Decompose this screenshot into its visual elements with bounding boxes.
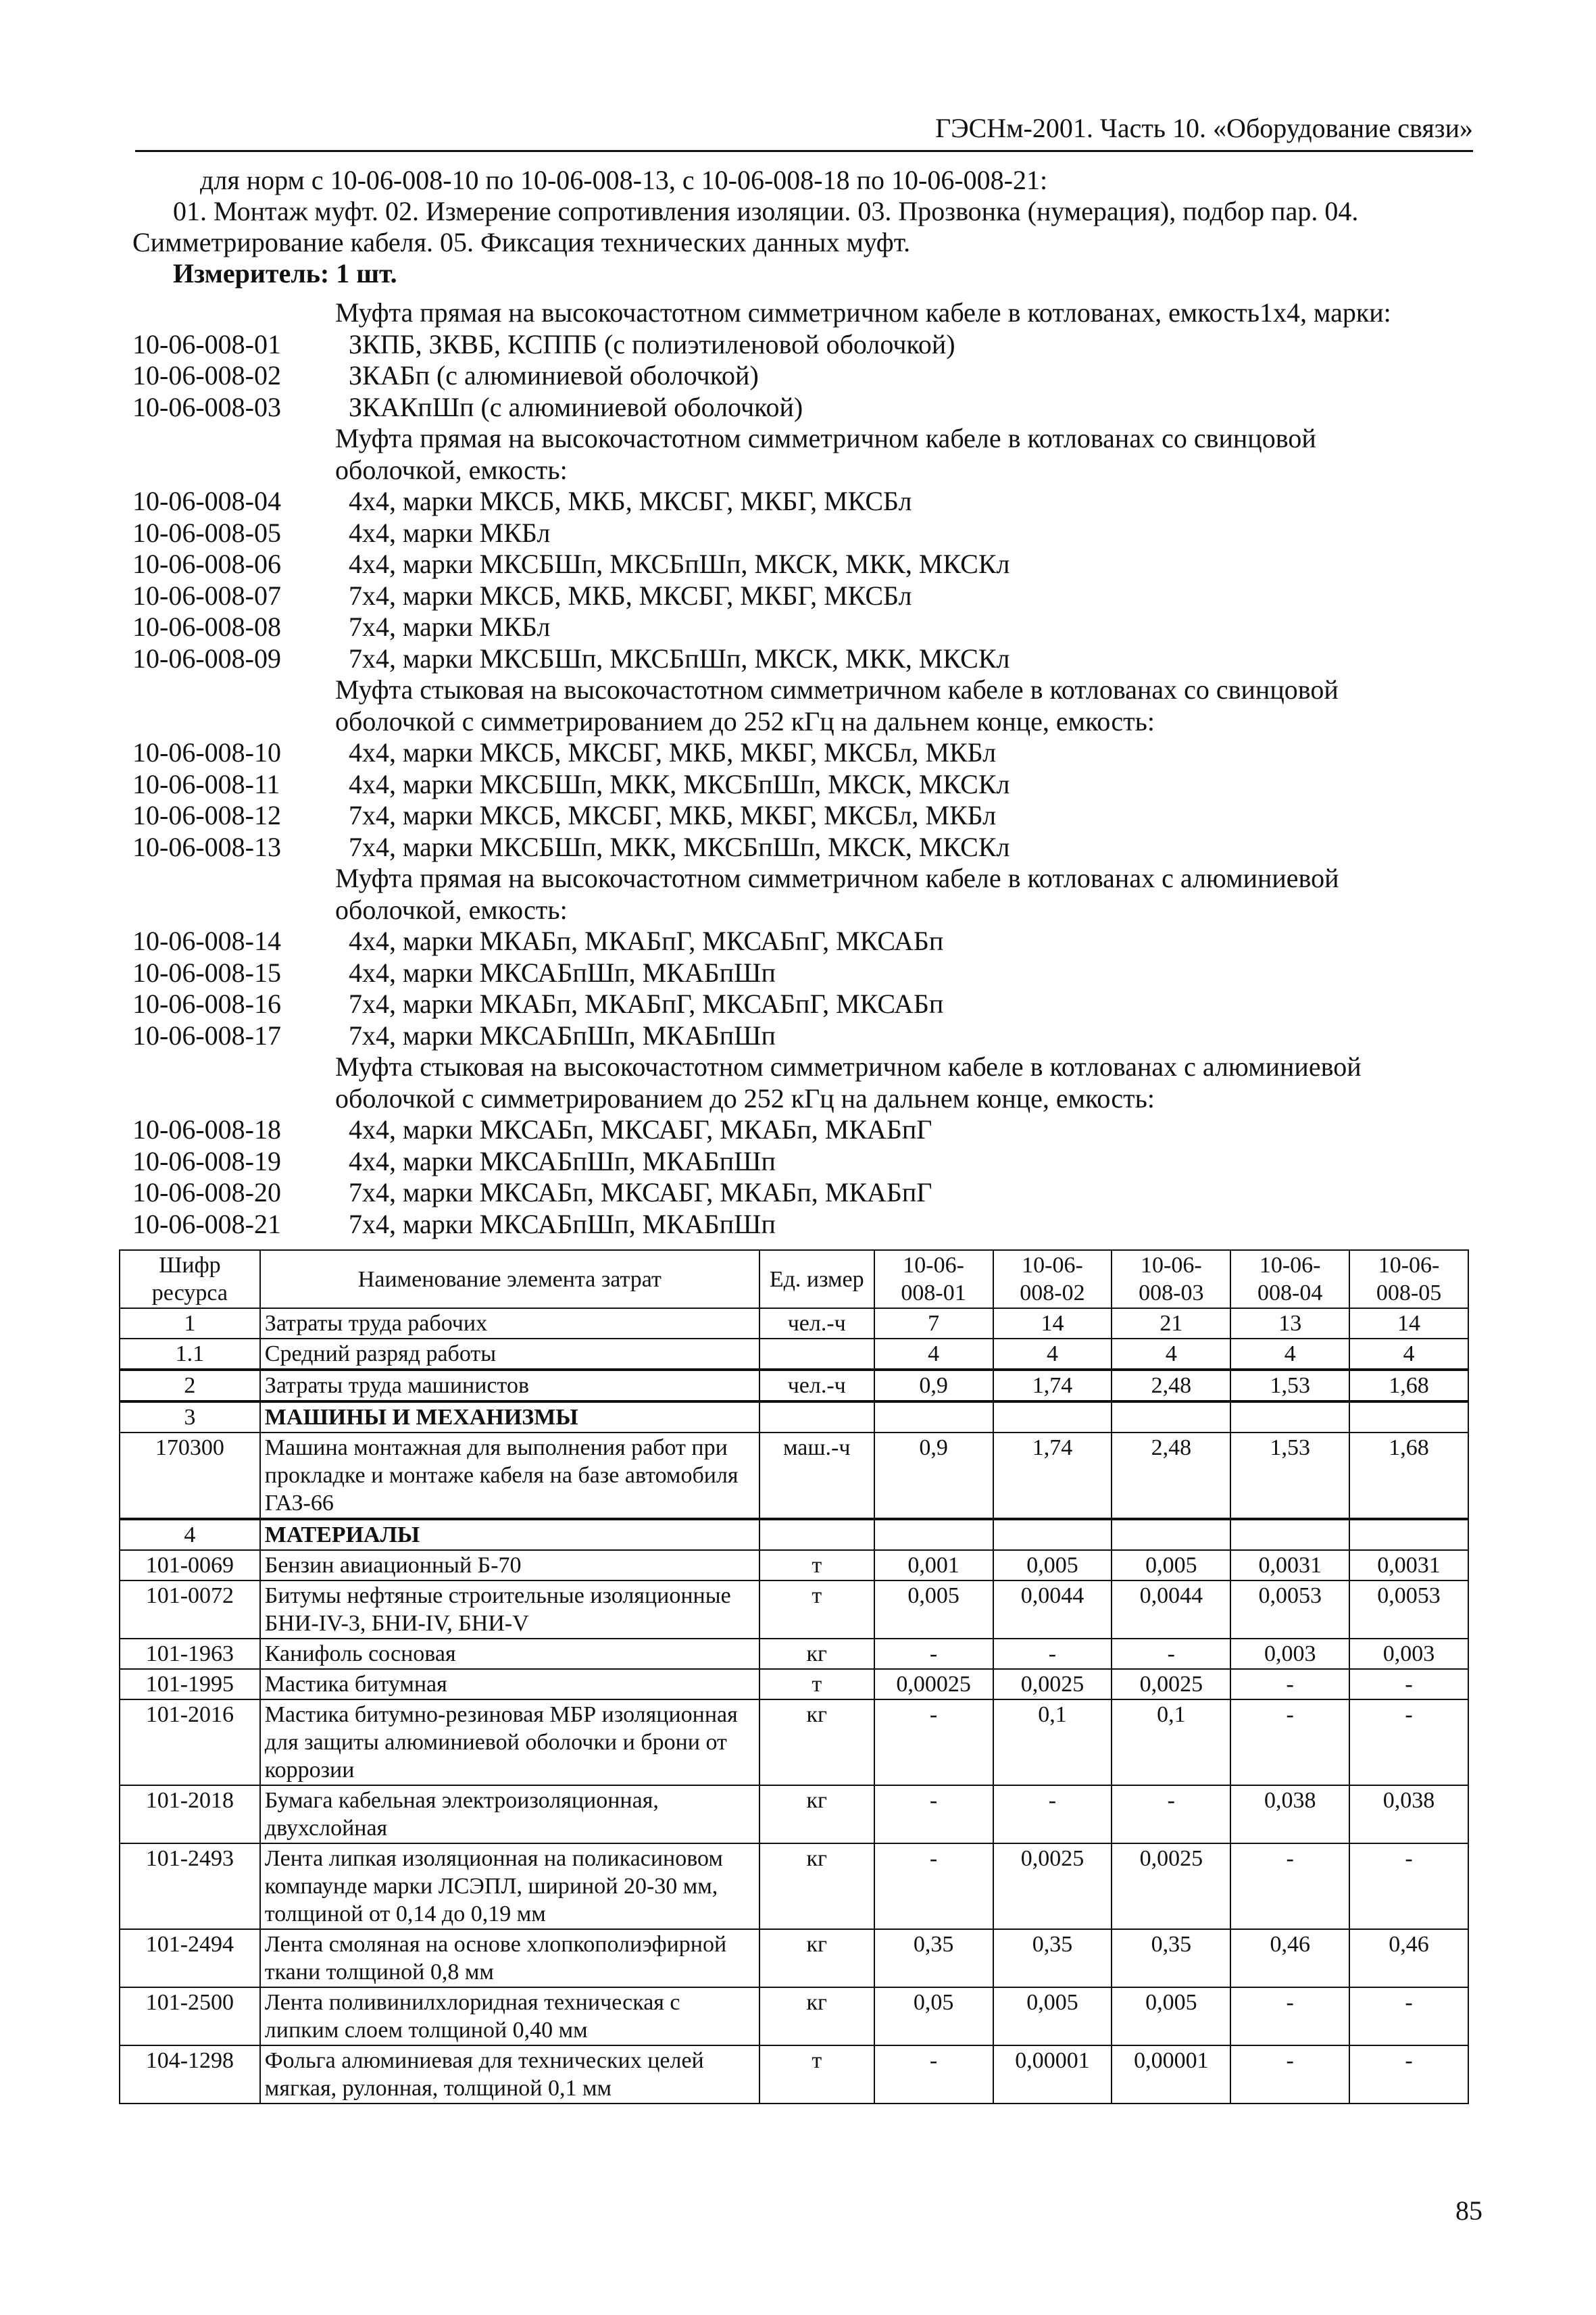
intro-line: для норм с 10-06-008-10 по 10-06-008-13, с 10-06-008-18 по 10-06-008-21: <box>200 165 1048 195</box>
value-cell: 0,0044 <box>1112 1580 1230 1639</box>
unit-cell: т <box>759 1550 874 1580</box>
norm-description: 7х4, марки МКСБ, МКБ, МКСБГ, МКБГ, МКСБл <box>349 580 912 611</box>
value-cell: 0,35 <box>874 1929 993 1987</box>
norm-group-heading <box>132 455 1477 487</box>
table-row <box>120 1639 1468 1669</box>
norm-code: 10-06-008-12 <box>132 800 281 830</box>
value-cell <box>1112 1401 1230 1433</box>
norm-group-heading <box>132 895 1477 926</box>
resource-code-cell: 101-1963 <box>120 1639 260 1669</box>
value-cell: - <box>1349 1843 1468 1929</box>
norm-group-heading <box>132 1083 1477 1115</box>
value-cell <box>1230 1401 1349 1433</box>
value-cell: 14 <box>993 1308 1112 1339</box>
unit-cell: т <box>759 1580 874 1639</box>
value-cell: 0,35 <box>1112 1929 1230 1987</box>
unit-cell: т <box>759 1669 874 1699</box>
norm-code <box>132 863 349 895</box>
norm-description: 4х4, марки МКСАБпШп, МКАБпШп <box>349 1145 776 1176</box>
norm-code: 10-06-008-02 <box>132 360 281 391</box>
value-cell: - <box>993 1639 1112 1669</box>
table-row <box>120 1929 1468 1987</box>
norm-code: 10-06-008-09 <box>132 643 281 674</box>
unit-cell: т <box>759 2045 874 2104</box>
value-cell: - <box>1349 1987 1468 2045</box>
unit-cell <box>759 1519 874 1550</box>
value-cell <box>874 1519 993 1550</box>
norm-code: 10-06-008-18 <box>132 1114 281 1145</box>
value-cell <box>993 1519 1112 1550</box>
value-cell: 0,00025 <box>874 1669 993 1699</box>
norm-code <box>132 297 349 329</box>
norm-description: 4х4, марки МКСБ, МКСБГ, МКБ, МКБГ, МКСБл, МКБл <box>349 737 997 768</box>
table-row <box>120 1401 1468 1433</box>
header-cell-norm: 10-06- 008-05 <box>1349 1250 1468 1308</box>
value-cell: 0,05 <box>874 1987 993 2045</box>
unit-cell: кг <box>759 1843 874 1929</box>
resource-code-cell: 101-2494 <box>120 1929 260 1987</box>
resource-code-cell: 101-1995 <box>120 1669 260 1699</box>
table-row <box>120 1987 1468 2045</box>
norm-description: 7х4, марки МКБл <box>349 612 551 642</box>
norm-code: 10-06-008-11 <box>132 768 280 799</box>
norm-code <box>132 1083 349 1115</box>
header-cell-name: Наименование элемента затрат <box>260 1250 759 1308</box>
value-cell <box>1349 1519 1468 1550</box>
table-row <box>120 1580 1468 1639</box>
norm-description: оболочкой, емкость: <box>335 894 568 925</box>
value-cell: 0,0031 <box>1230 1550 1349 1580</box>
norm-code: 10-06-008-01 <box>132 328 281 359</box>
resource-name-cell: Лента липкая изоляционная на поликасиновом компаунде марки ЛСЭПЛ, шириной 20-30 мм, толщиной от 0,14 до 0,19 мм <box>260 1843 759 1929</box>
value-cell: 0,46 <box>1230 1929 1349 1987</box>
header-cell-code: Шифр ресурса <box>120 1250 260 1308</box>
table-row <box>120 1370 1468 1401</box>
norm-code: 10-06-008-17 <box>132 1020 281 1051</box>
resource-name-cell: Затраты труда рабочих <box>260 1308 759 1339</box>
norm-code: 10-06-008-15 <box>132 957 281 988</box>
resource-name-cell: Затраты труда машинистов <box>260 1370 759 1401</box>
intro-block <box>132 165 1477 289</box>
resource-name-cell: Битумы нефтяные строительные изоляционные БНИ-IV-3, БНИ-IV, БНИ-V <box>260 1580 759 1639</box>
unit-cell <box>759 1401 874 1433</box>
table-row <box>120 2045 1468 2104</box>
norm-code-row <box>132 392 1477 424</box>
header-cell-norm: 10-06- 008-02 <box>993 1250 1112 1308</box>
value-cell: 1,53 <box>1230 1433 1349 1519</box>
meter-label: Измеритель: 1 шт. <box>173 258 397 289</box>
header-cell-norm: 10-06- 008-04 <box>1230 1250 1349 1308</box>
value-cell: 0,005 <box>874 1580 993 1639</box>
value-cell: 0,005 <box>993 1987 1112 2045</box>
table-row <box>120 1550 1468 1580</box>
table-row <box>120 1669 1468 1699</box>
value-cell: 0,9 <box>874 1433 993 1519</box>
value-cell: 7 <box>874 1308 993 1339</box>
norm-code-row <box>132 329 1477 361</box>
table-header-row <box>120 1250 1468 1308</box>
header-cell-norm: 10-06- 008-01 <box>874 1250 993 1308</box>
norm-code-row <box>132 769 1477 801</box>
norm-code: 10-06-008-08 <box>132 612 281 642</box>
norm-code-list <box>132 297 1477 1240</box>
norm-description: оболочкой, емкость: <box>335 454 568 485</box>
value-cell: 0,46 <box>1349 1929 1468 1987</box>
value-cell <box>1349 1401 1468 1433</box>
norm-group-heading <box>132 674 1477 706</box>
norm-description: Муфта стыковая на высокочастотном симметричном кабеле в котлованах со свинцовой <box>335 674 1339 705</box>
value-cell: 4 <box>874 1339 993 1370</box>
norm-group-heading <box>132 706 1477 738</box>
norm-code-row <box>132 926 1477 957</box>
resource-name-cell: Бензин авиационный Б-70 <box>260 1550 759 1580</box>
value-cell: - <box>1112 1785 1230 1843</box>
header-title: ГЭСНм-2001. Часть 10. «Оборудование связи» <box>935 113 1473 143</box>
norm-code: 10-06-008-04 <box>132 486 281 516</box>
norm-code-row <box>132 832 1477 864</box>
resource-code-cell: 101-0072 <box>120 1580 260 1639</box>
norm-code-row <box>132 643 1477 675</box>
value-cell: 4 <box>1112 1339 1230 1370</box>
norm-code: 10-06-008-03 <box>132 391 281 422</box>
norm-description: 4х4, марки МКСАБпШп, МКАБпШп <box>349 957 776 988</box>
value-cell: 0,0031 <box>1349 1550 1468 1580</box>
value-cell: - <box>874 1699 993 1785</box>
norm-code: 10-06-008-13 <box>132 831 281 862</box>
norm-description: ЗКПБ, ЗКВБ, КСППБ (с полиэтиленовой оболочкой) <box>349 328 955 359</box>
value-cell <box>1112 1519 1230 1550</box>
value-cell <box>1230 1519 1349 1550</box>
resource-code-cell: 101-2500 <box>120 1987 260 2045</box>
resource-name-cell: Лента смоляная на основе хлопкополиэфирной ткани толщиной 0,8 мм <box>260 1929 759 1987</box>
unit-cell: кг <box>759 1785 874 1843</box>
value-cell: 0,35 <box>993 1929 1112 1987</box>
norm-description: 4х4, марки МКСБ, МКБ, МКСБГ, МКБГ, МКСБл <box>349 486 912 516</box>
resource-code-cell: 101-2016 <box>120 1699 260 1785</box>
value-cell: 0,0044 <box>993 1580 1112 1639</box>
value-cell: 0,0025 <box>1112 1843 1230 1929</box>
value-cell: 0,003 <box>1349 1639 1468 1669</box>
value-cell: - <box>874 1843 993 1929</box>
value-cell: 0,00001 <box>993 2045 1112 2104</box>
norm-description: ЗКАБп (с алюминиевой оболочкой) <box>349 360 759 391</box>
norm-description: Муфта прямая на высокочастотном симметричном кабеле в котлованах, емкость1х4, марки: <box>335 297 1391 328</box>
resource-code-cell: 101-0069 <box>120 1550 260 1580</box>
value-cell: - <box>1349 1669 1468 1699</box>
page-header <box>135 108 1473 152</box>
resource-name-cell: Мастика битумно-резиновая МБР изоляционная для защиты алюминиевой оболочки и брони от коррозии <box>260 1699 759 1785</box>
norm-code: 10-06-008-07 <box>132 580 281 611</box>
value-cell: 0,0053 <box>1230 1580 1349 1639</box>
norm-description: 4х4, марки МКСБШп, МКК, МКСБпШп, МКСК, МКСКл <box>349 768 1010 799</box>
value-cell: - <box>874 1785 993 1843</box>
norm-code: 10-06-008-14 <box>132 926 281 956</box>
resource-code-cell: 101-2018 <box>120 1785 260 1843</box>
unit-cell: кг <box>759 1987 874 2045</box>
norm-code <box>132 455 349 487</box>
header-cell-unit: Ед. измер <box>759 1250 874 1308</box>
resource-name-cell: Машина монтажная для выполнения работ при прокладке и монтаже кабеля на базе автомобиля ГАЗ-66 <box>260 1433 759 1519</box>
norm-code <box>132 674 349 706</box>
norm-description: Муфта прямая на высокочастотном симметричном кабеле в котлованах со свинцовой <box>335 423 1316 453</box>
norm-code-row <box>132 800 1477 832</box>
table-row <box>120 1308 1468 1339</box>
intro-line: 01. Монтаж муфт. 02. Измерение сопротивления изоляции. 03. Прозвонка (нумерация), подбор пар. 04. <box>173 196 1359 226</box>
norm-description: 7х4, марки МКСБШп, МКК, МКСБпШп, МКСК, МКСКл <box>349 831 1010 862</box>
value-cell: 0,001 <box>874 1550 993 1580</box>
norm-code-row <box>132 486 1477 518</box>
norm-code-row <box>132 1177 1477 1209</box>
norm-description: 7х4, марки МКСБ, МКСБГ, МКБ, МКБГ, МКСБл, МКБл <box>349 800 997 830</box>
value-cell: - <box>1112 1639 1230 1669</box>
unit-cell: маш.-ч <box>759 1433 874 1519</box>
norm-description: 7х4, марки МКСБШп, МКСБпШп, МКСК, МКК, МКСКл <box>349 643 1010 674</box>
unit-cell: кг <box>759 1929 874 1987</box>
value-cell: 0,0025 <box>1112 1669 1230 1699</box>
norm-description: ЗКАКпШп (с алюминиевой оболочкой) <box>349 391 803 422</box>
value-cell: 0,0025 <box>993 1669 1112 1699</box>
resource-name-cell: МАТЕРИАЛЫ <box>260 1519 759 1550</box>
norm-description: 4х4, марки МКСБШп, МКСБпШп, МКСК, МКК, МКСКл <box>349 549 1010 579</box>
norm-code-row <box>132 737 1477 769</box>
value-cell: 0,005 <box>1112 1550 1230 1580</box>
norm-code <box>132 895 349 926</box>
unit-cell: чел.-ч <box>759 1308 874 1339</box>
norm-description: 4х4, марки МКБл <box>349 517 551 548</box>
resource-code-cell: 4 <box>120 1519 260 1550</box>
value-cell: - <box>1230 1843 1349 1929</box>
norm-description: Муфта прямая на высокочастотном симметричном кабеле в котлованах с алюминиевой <box>335 863 1339 893</box>
table-row <box>120 1699 1468 1785</box>
header-cell-norm: 10-06- 008-03 <box>1112 1250 1230 1308</box>
table-row <box>120 1433 1468 1519</box>
table-row <box>120 1519 1468 1550</box>
norm-code-row <box>132 1020 1477 1052</box>
norm-code: 10-06-008-06 <box>132 549 281 579</box>
value-cell: - <box>1230 1699 1349 1785</box>
norm-description: 4х4, марки МКАБп, МКАБпГ, МКСАБпГ, МКСАБп <box>349 926 944 956</box>
value-cell: 1,74 <box>993 1433 1112 1519</box>
value-cell: - <box>874 2045 993 2104</box>
value-cell: 13 <box>1230 1308 1349 1339</box>
norm-description: оболочкой с симметрированием до 252 кГц на дальнем конце, емкость: <box>335 1082 1155 1114</box>
norm-group-heading <box>132 863 1477 895</box>
value-cell: 21 <box>1112 1308 1230 1339</box>
resource-code-cell: 170300 <box>120 1433 260 1519</box>
unit-cell: чел.-ч <box>759 1370 874 1401</box>
value-cell: 4 <box>993 1339 1112 1370</box>
value-cell: 1,68 <box>1349 1370 1468 1401</box>
resource-code-cell: 2 <box>120 1370 260 1401</box>
resource-code-cell: 3 <box>120 1401 260 1433</box>
norm-code: 10-06-008-19 <box>132 1145 281 1176</box>
norm-code-row <box>132 580 1477 612</box>
table-row <box>120 1339 1468 1370</box>
norm-code-row <box>132 989 1477 1020</box>
norm-code-row <box>132 1209 1477 1241</box>
value-cell: 0,003 <box>1230 1639 1349 1669</box>
value-cell: - <box>1230 1669 1349 1699</box>
value-cell: 4 <box>1349 1339 1468 1370</box>
intro-line: Симметрирование кабеля. 05. Фиксация технических данных муфт. <box>132 227 911 257</box>
resource-code-cell: 104-1298 <box>120 2045 260 2104</box>
norm-code: 10-06-008-05 <box>132 517 281 548</box>
value-cell: - <box>1349 1699 1468 1785</box>
value-cell: 0,038 <box>1230 1785 1349 1843</box>
norm-code-row <box>132 518 1477 549</box>
resource-table <box>119 1249 1469 2104</box>
value-cell: 2,48 <box>1112 1370 1230 1401</box>
value-cell: 0,1 <box>993 1699 1112 1785</box>
resource-code-cell: 1 <box>120 1308 260 1339</box>
value-cell: 1,68 <box>1349 1433 1468 1519</box>
resource-code-cell: 1.1 <box>120 1339 260 1370</box>
norm-group-heading <box>132 423 1477 455</box>
value-cell: 0,0025 <box>993 1843 1112 1929</box>
norm-code <box>132 1051 349 1083</box>
value-cell <box>993 1401 1112 1433</box>
unit-cell: кг <box>759 1699 874 1785</box>
resource-name-cell: Бумага кабельная электроизоляционная, двухслойная <box>260 1785 759 1843</box>
value-cell: 0,038 <box>1349 1785 1468 1843</box>
unit-cell <box>759 1339 874 1370</box>
value-cell: 1,74 <box>993 1370 1112 1401</box>
norm-description: Муфта стыковая на высокочастотном симметричном кабеле в котлованах с алюминиевой <box>335 1051 1362 1082</box>
value-cell: 0,00001 <box>1112 2045 1230 2104</box>
value-cell: - <box>874 1639 993 1669</box>
resource-name-cell: Средний разряд работы <box>260 1339 759 1370</box>
norm-description: 7х4, марки МКСАБпШп, МКАБпШп <box>349 1020 776 1051</box>
norm-description: 7х4, марки МКСАБп, МКСАБГ, МКАБп, МКАБпГ <box>349 1177 932 1208</box>
resource-name-cell: МАШИНЫ И МЕХАНИЗМЫ <box>260 1401 759 1433</box>
unit-cell: кг <box>759 1639 874 1669</box>
resource-name-cell: Фольга алюминиевая для технических целей мягкая, рулонная, толщиной 0,1 мм <box>260 2045 759 2104</box>
norm-code-row <box>132 549 1477 580</box>
value-cell: 2,48 <box>1112 1433 1230 1519</box>
value-cell: 0,0053 <box>1349 1580 1468 1639</box>
value-cell: 0,005 <box>1112 1987 1230 2045</box>
page-number: 85 <box>1455 2195 1482 2226</box>
resource-name-cell: Лента поливинилхлоридная техническая с липким слоем толщиной 0,40 мм <box>260 1987 759 2045</box>
value-cell <box>874 1401 993 1433</box>
value-cell: 0,9 <box>874 1370 993 1401</box>
norm-group-heading <box>132 297 1477 329</box>
resource-name-cell: Мастика битумная <box>260 1669 759 1699</box>
value-cell: 4 <box>1230 1339 1349 1370</box>
value-cell: - <box>993 1785 1112 1843</box>
table-row <box>120 1785 1468 1843</box>
norm-code-row <box>132 957 1477 989</box>
norm-code: 10-06-008-16 <box>132 989 281 1019</box>
norm-code-row <box>132 612 1477 643</box>
norm-description: 4х4, марки МКСАБп, МКСАБГ, МКАБп, МКАБпГ <box>349 1114 932 1145</box>
norm-code <box>132 706 349 738</box>
norm-description: 7х4, марки МКАБп, МКАБпГ, МКСАБпГ, МКСАБп <box>349 989 944 1019</box>
norm-description: 7х4, марки МКСАБпШп, МКАБпШп <box>349 1208 776 1239</box>
resource-code-cell: 101-2493 <box>120 1843 260 1929</box>
value-cell: - <box>1230 2045 1349 2104</box>
norm-code: 10-06-008-20 <box>132 1177 281 1208</box>
value-cell: 1,53 <box>1230 1370 1349 1401</box>
norm-code: 10-06-008-21 <box>132 1208 281 1239</box>
norm-code: 10-06-008-10 <box>132 737 281 768</box>
resource-name-cell: Канифоль сосновая <box>260 1639 759 1669</box>
value-cell: - <box>1230 1987 1349 2045</box>
norm-group-heading <box>132 1051 1477 1083</box>
norm-code-row <box>132 360 1477 392</box>
norm-code <box>132 423 349 455</box>
value-cell: - <box>1349 2045 1468 2104</box>
norm-description: оболочкой с симметрированием до 252 кГц на дальнем конце, емкость: <box>335 705 1155 737</box>
table-row <box>120 1843 1468 1929</box>
value-cell: 0,005 <box>993 1550 1112 1580</box>
value-cell: 0,1 <box>1112 1699 1230 1785</box>
norm-code-row <box>132 1146 1477 1178</box>
value-cell: 14 <box>1349 1308 1468 1339</box>
norm-code-row <box>132 1114 1477 1146</box>
